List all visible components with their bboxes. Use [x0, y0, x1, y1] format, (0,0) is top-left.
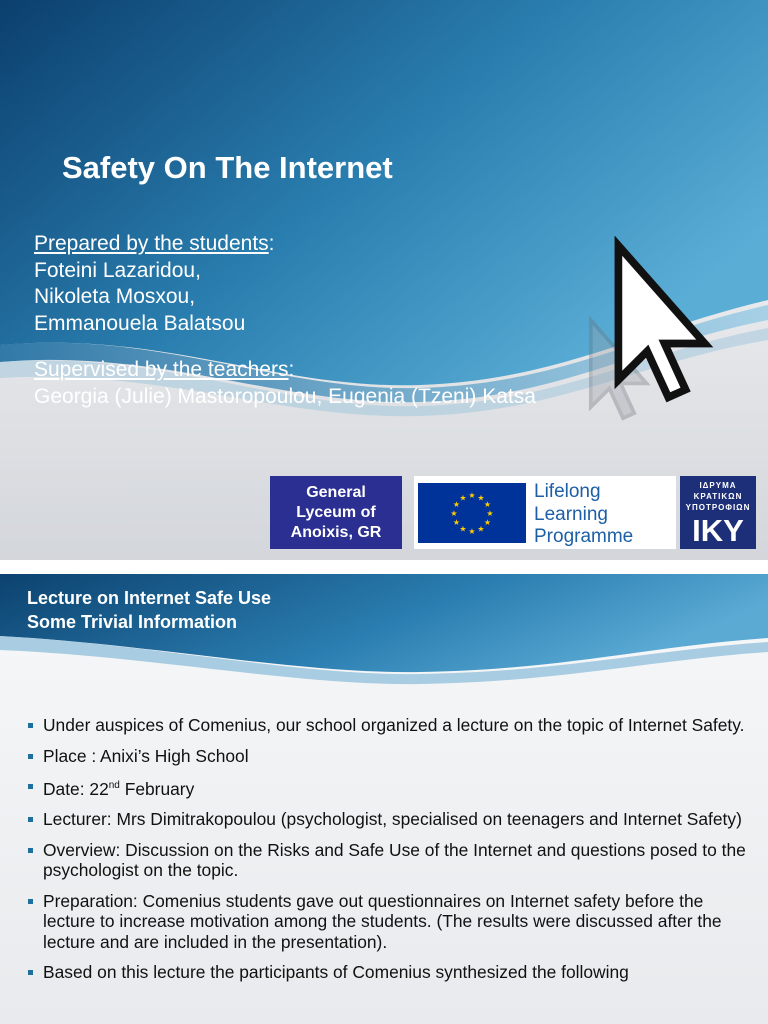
bullet-text: Overview: Discussion on the Risks and Safe Use of the Internet and questions posed to the psychologist on the topic. [43, 839, 746, 881]
bullet-text: Under auspices of Comenius, our school organized a lecture on the topic of Internet Safety. [43, 715, 745, 735]
list-item [27, 715, 757, 736]
bullet-icon [28, 754, 33, 759]
slide-title: Safety On The Internet [62, 150, 393, 185]
llp-line: Programme [534, 526, 634, 547]
supervised-colon: : [288, 358, 295, 381]
llp-text [534, 481, 633, 549]
list-item [27, 809, 757, 830]
svg-text:★: ★ [468, 491, 476, 500]
lyceum-line: General [306, 483, 366, 501]
llp-line: Learning [534, 503, 608, 525]
lecture-slide [0, 574, 768, 1024]
lyceum-logo [270, 476, 402, 549]
bullet-text: Lecturer: Mrs Dimitrakopoulou (psychologist, specialised on teenagers and Internet Safety) [43, 809, 742, 830]
prepared-colon: : [268, 232, 275, 255]
list-item [27, 746, 757, 767]
svg-text:★: ★ [483, 518, 492, 527]
bullet-text: Place : Anixi’s High School [43, 745, 249, 766]
list-item [27, 840, 757, 881]
bullet-text: Date: 22 [43, 778, 109, 799]
slide-gap [0, 560, 768, 574]
svg-text:★: ★ [459, 524, 467, 534]
iky-logo [680, 476, 756, 549]
svg-text:★: ★ [468, 527, 476, 536]
llp-line: Lifelong [534, 481, 601, 502]
supervised-label: Supervised by the teachers [34, 358, 289, 381]
iky-small-line: ΥΠΟΤΡΟΦΙΩΝ [685, 503, 751, 512]
bullet-list [27, 715, 757, 993]
prepared-heading [34, 231, 536, 258]
mouse-cursor-icon [586, 236, 716, 426]
svg-text:★: ★ [483, 500, 492, 509]
iky-wordmark: IKY [692, 513, 744, 548]
svg-text:★: ★ [459, 493, 467, 503]
bullet-text: Preparation: Comenius students gave out questionnaires on Internet safety before the lecture to increase motivation among the students. (The results were discussed after the lecture and are included in the presentation). [43, 890, 722, 952]
slide-header [27, 586, 271, 634]
bullet-icon [28, 817, 33, 822]
teacher-names: Georgia (Julie) Mastoropoulou, Eugenia (Tzeni) Katsa [34, 384, 536, 408]
iky-small-line: ΙΔΡΥΜΑ [699, 481, 737, 490]
svg-text:★: ★ [450, 509, 458, 518]
list-item [27, 776, 757, 799]
header-line: Some Trivial Information [27, 612, 238, 632]
header-line: Lecture on Internet Safe Use [27, 588, 272, 608]
iky-small-line: ΚΡΑΤΙΚΩΝ [693, 492, 743, 501]
llp-logo [414, 476, 676, 549]
bullet-icon [28, 899, 33, 904]
student-name: Nikoleta Mosxou, [34, 285, 196, 308]
bullet-icon [28, 784, 33, 789]
date-suffix: nd [108, 780, 120, 791]
lyceum-line: Anoixis, GR [290, 523, 382, 541]
bullet-icon [28, 848, 33, 853]
student-name: Foteini Lazaridou, [34, 258, 201, 282]
student-name: Emmanouela Balatsou [34, 311, 246, 335]
svg-text:★: ★ [452, 500, 461, 509]
svg-text:★: ★ [477, 493, 485, 503]
lyceum-line: Lyceum of [296, 503, 376, 521]
bullet-icon [28, 970, 33, 975]
list-item [27, 891, 757, 953]
bullet-text: Based on this lecture the participants of Comenius synthesized the following [43, 962, 629, 983]
bullet-text: February [119, 778, 195, 799]
svg-text:★: ★ [486, 509, 494, 518]
eu-flag-icon [418, 483, 526, 543]
list-item [27, 962, 757, 983]
svg-text:★: ★ [452, 518, 461, 527]
bullet-icon [28, 723, 33, 728]
credits-block [34, 231, 536, 410]
prepared-label: Prepared by the students [34, 232, 269, 255]
supervised-heading [34, 357, 536, 384]
svg-text:★: ★ [477, 524, 485, 534]
